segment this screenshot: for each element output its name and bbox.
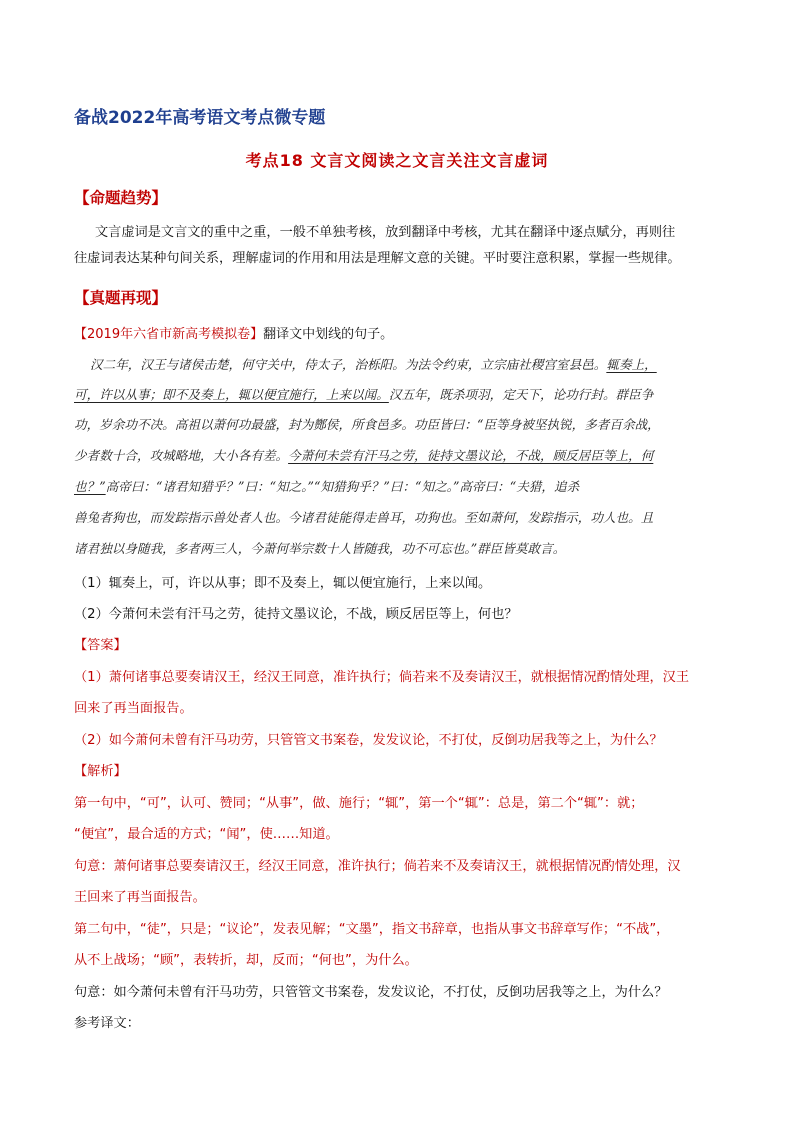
series-title: 备战2022年高考语文考点微专题 bbox=[74, 108, 326, 128]
answer-1-line-1: （1）萧何诸事总要奏请汉王，经汉王同意，准许执行；倘若来不及奏请汉王，就根据情况酌情处理，汉王 bbox=[74, 670, 690, 685]
underlined-sentence: 今萧何未尝有汗马之劳，徒持文墨议论，不战，顾反居臣等上，何 bbox=[288, 448, 654, 463]
passage-line-6: 兽兔者狗也，而发踪指示兽处者人也。今诸君徒能得走兽耳，功狗也。至如萧何，发踪指示，功人也。且 bbox=[74, 510, 654, 525]
analysis-p1-line-1: 第一句中，“可”，认可、赞同；“从事”，做、施行；“辄”，第一个“辄”：总是，第二个“辄”：就； bbox=[74, 796, 644, 811]
passage-line-1 bbox=[90, 354, 740, 373]
analysis-p2-line-2: 王回来了再当面报告。 bbox=[74, 890, 206, 905]
answer-1-line-2: 回来了再当面报告。 bbox=[74, 701, 193, 716]
question-2: （2）今萧何未尝有汗马之劳，徒持文墨议论，不战，顾反居臣等上，何也？ bbox=[74, 607, 518, 622]
exam-source-tag: 【2019年六省市新高考模拟卷】 bbox=[74, 327, 264, 342]
exam-source bbox=[74, 323, 724, 342]
trend-heading: 【命题趋势】 bbox=[74, 189, 168, 207]
passage-line-5 bbox=[74, 476, 724, 495]
passage-line-3: 功，岁余功不决。高祖以萧何功最盛，封为酂侯，所食邑多。功臣皆曰：“臣等身被坚执锐，多者百余战， bbox=[74, 417, 660, 432]
underlined-sentence: 辄奏上， bbox=[606, 357, 657, 372]
answer-label: 【答案】 bbox=[74, 638, 127, 653]
question-1: （1）辄奏上，可，许以从事；即不及奏上，辄以便宜施行，上来以闻。 bbox=[74, 576, 492, 591]
passage-line-7: 诸君独以身随我，多者两三人，今萧何举宗数十人皆随我，功不可忘也。”群臣皆莫敢言。 bbox=[74, 541, 566, 556]
analysis-p1-line-2: “便宜”，最合适的方式；“闻”，使……知道。 bbox=[74, 827, 339, 842]
answer-2: （2）如今萧何未曾有汗马功劳，只管管文书案卷，发发议论，不打仗，反倒功居我等之上，为什么？ bbox=[74, 733, 663, 748]
exam-source-prompt: 翻译文中划线的句子。 bbox=[263, 327, 394, 342]
passage-text: 汉五年，既杀项羽，定天下，论功行封。群臣争 bbox=[388, 387, 654, 402]
topic-title: 考点18 文言文阅读之文言关注文言虚词 bbox=[245, 151, 549, 170]
underlined-sentence: 也？” bbox=[74, 479, 106, 494]
passage-text: 高帝曰：“诸君知猎乎？”曰：“知之。”“知猎狗乎？”曰：“知之。”高帝曰：“夫猎，追杀 bbox=[105, 479, 580, 494]
real-heading: 【真题再现】 bbox=[74, 289, 168, 307]
analysis-p4: 句意：如今萧何未曾有汗马功劳，只管管文书案卷，发发议论，不打仗，反倒功居我等之上，为什么？ bbox=[74, 985, 668, 1000]
analysis-p2-line-1: 句意：萧何诸事总要奏请汉王，经汉王同意，准许执行；倘若来不及奏请汉王，就根据情况酌情处理，汉 bbox=[74, 859, 681, 874]
analysis-p3-line-2: 从不上战场；“顾”，表转折，却，反而；“何也”，为什么。 bbox=[74, 953, 418, 968]
underlined-sentence: 可，许以从事；即不及奏上，辄以便宜施行，上来以闻。 bbox=[74, 387, 389, 402]
trend-line-1: 文言虚词是文言文的重中之重，一般不单独考核，放到翻译中考核，尤其在翻译中逐点赋分，再则往 bbox=[95, 225, 676, 240]
passage-text: 汉二年，汉王与诸侯击楚，何守关中，侍太子，治栎阳。为法令约束，立宗庙社稷宫室县邑。 bbox=[90, 357, 607, 372]
reference-translation-label: 参考译文： bbox=[74, 1016, 140, 1031]
passage-text: 少者数十合，攻城略地，大小各有差。 bbox=[74, 448, 289, 463]
passage-line-4 bbox=[74, 445, 724, 464]
analysis-p3-line-1: 第二句中，“徒”，只是；“议论”，发表见解；“文墨”，指文书辞章，也指从事文书辞章写作；“不战”， bbox=[74, 922, 670, 937]
passage-line-2 bbox=[74, 384, 724, 403]
analysis-label: 【解析】 bbox=[74, 764, 127, 779]
trend-line-2: 往虚词表达某种句间关系，理解虚词的作用和用法是理解文意的关键。平时要注意积累，掌握一些规律。 bbox=[74, 251, 681, 266]
